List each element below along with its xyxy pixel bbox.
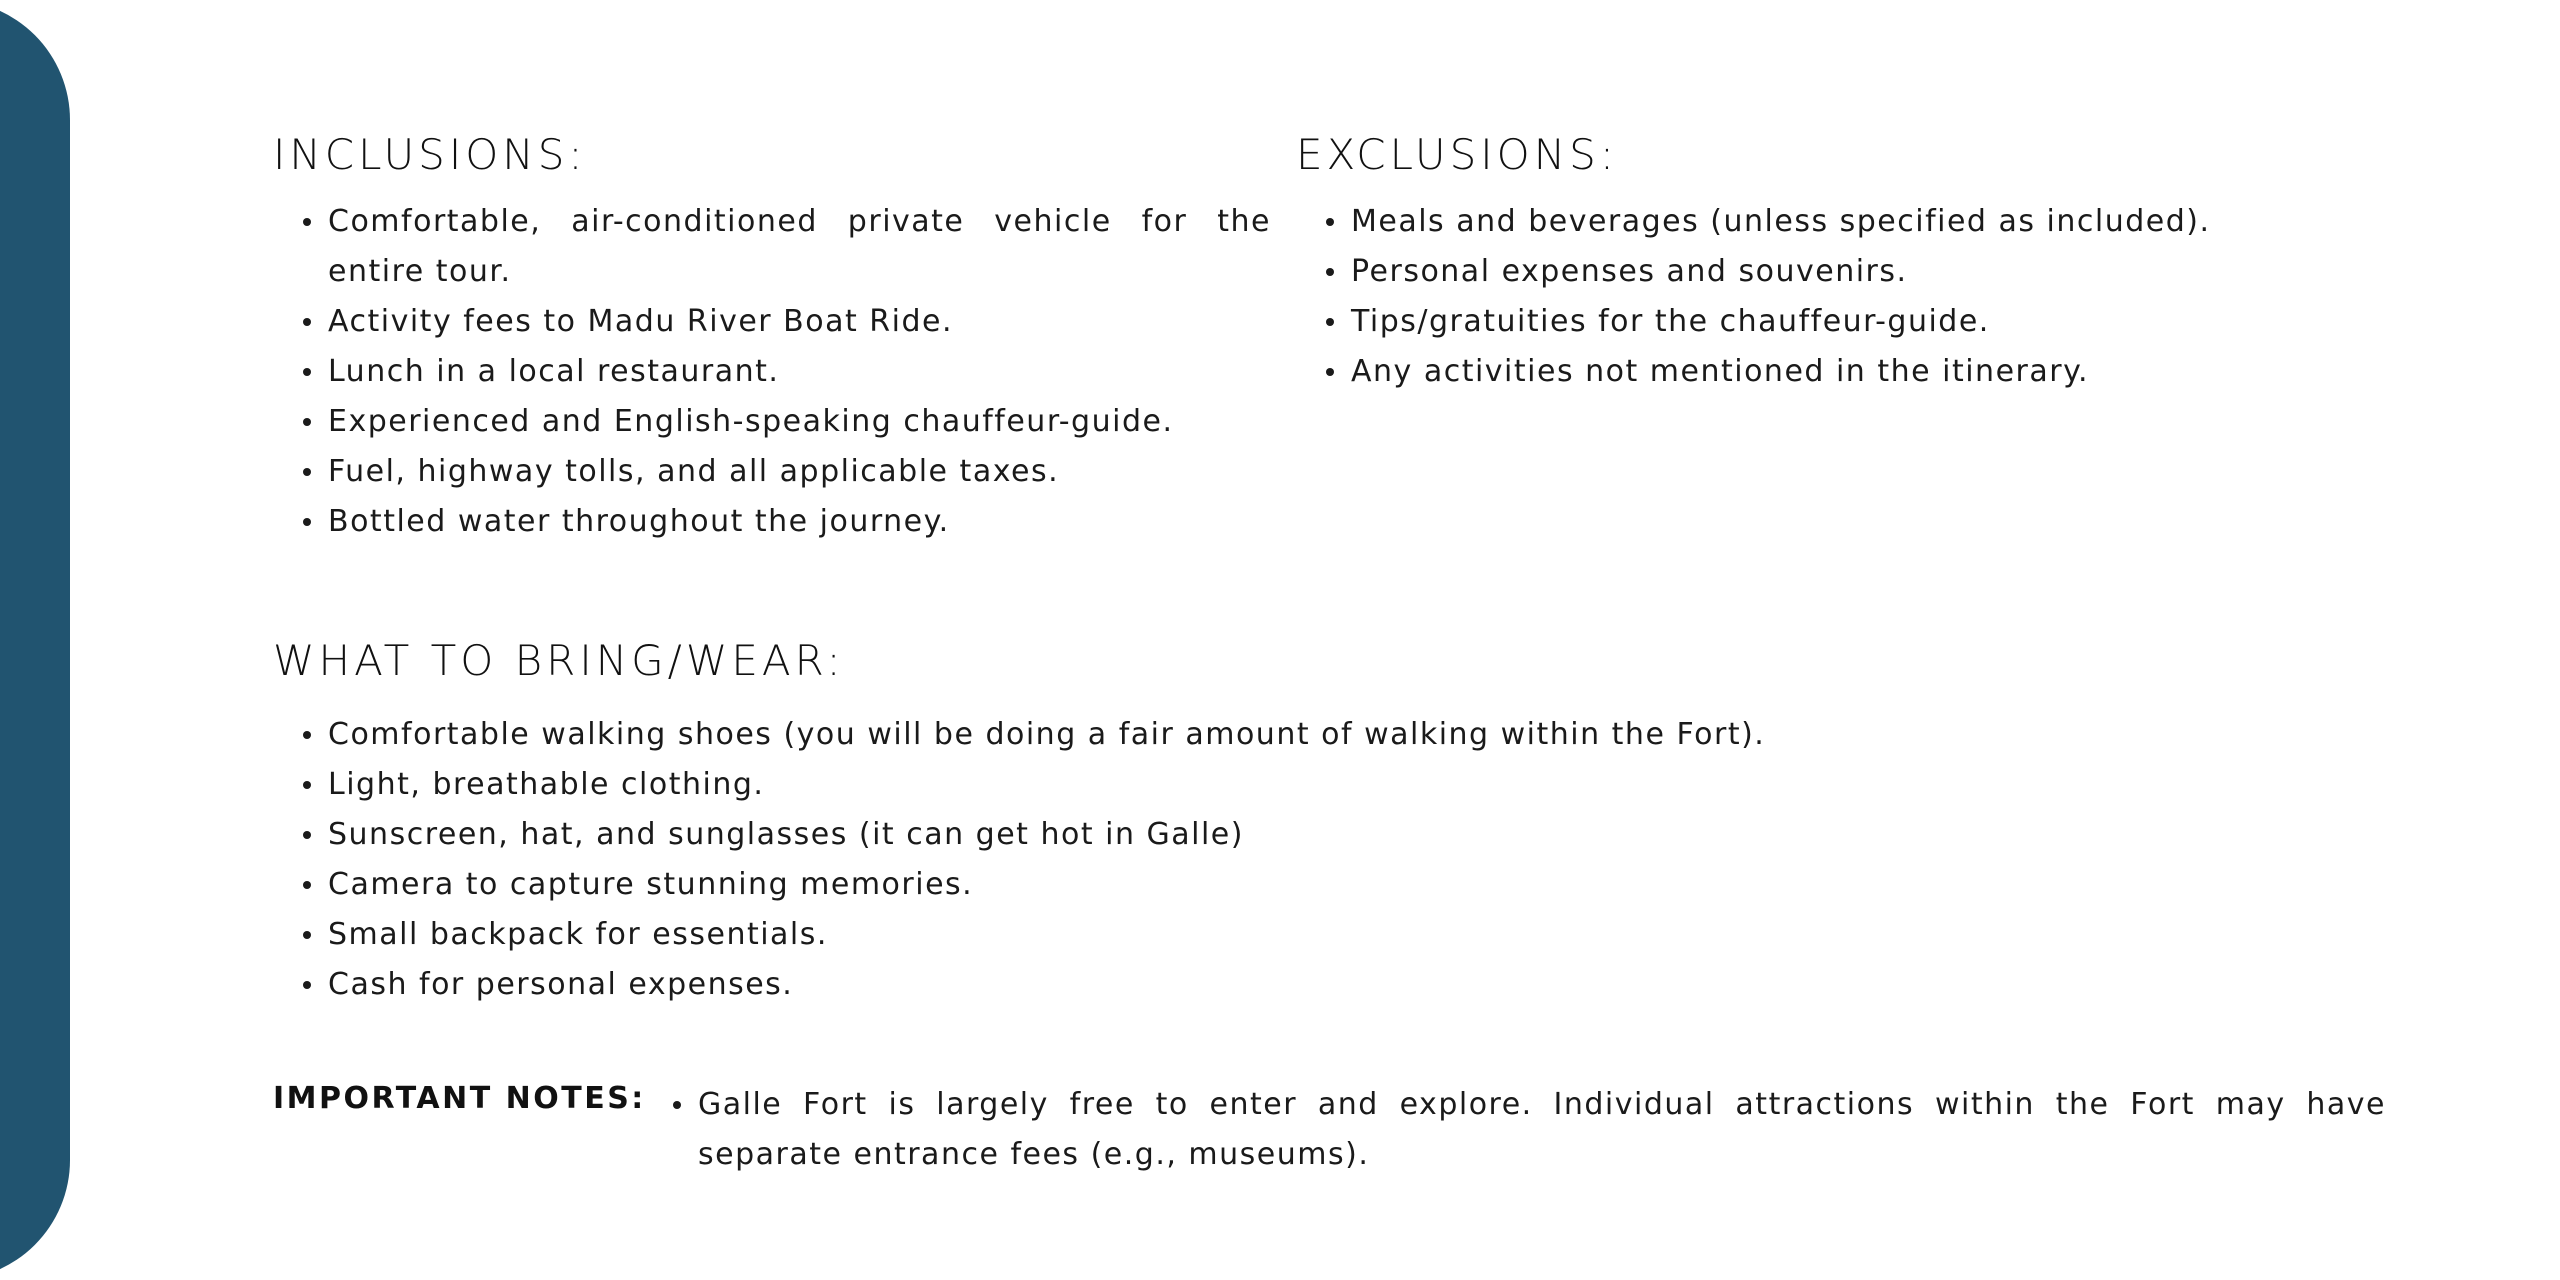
decorative-side-bar [0, 0, 70, 1280]
list-item: Experienced and English-speaking chauffeur-guide. [328, 397, 1271, 447]
list-item: Activity fees to Madu River Boat Ride. [328, 297, 1271, 347]
list-item: Small backpack for essentials. [328, 910, 2328, 960]
important-notes-list [643, 1080, 2386, 1180]
list-item: Light, breathable clothing. [328, 760, 2328, 810]
what-to-bring-list [273, 710, 2328, 1010]
list-item: Any activities not mentioned in the itinerary. [1351, 347, 2451, 397]
list-item: Tips/gratuities for the chauffeur-guide. [1351, 297, 2451, 347]
what-to-bring-heading: WHAT TO BRING/WEAR: [273, 636, 845, 685]
inclusions-heading: INCLUSIONS: [273, 130, 587, 179]
list-item: Sunscreen, hat, and sunglasses (it can get hot in Galle) [328, 810, 2328, 860]
list-item: Lunch in a local restaurant. [328, 347, 1271, 397]
list-item: Comfortable walking shoes (you will be doing a fair amount of walking within the Fort). [328, 710, 2328, 760]
list-item: Comfortable, air-conditioned private vehicle for the entire tour. [328, 197, 1271, 297]
list-item: Camera to capture stunning memories. [328, 860, 2328, 910]
important-notes-label: IMPORTANT NOTES: [273, 1081, 646, 1116]
exclusions-heading: EXCLUSIONS: [1296, 130, 1618, 179]
list-item: Bottled water throughout the journey. [328, 497, 1271, 547]
list-item: Meals and beverages (unless specified as included). [1351, 197, 2451, 247]
list-item: Cash for personal expenses. [328, 960, 2328, 1010]
list-item: Personal expenses and souvenirs. [1351, 247, 2451, 297]
list-item: Fuel, highway tolls, and all applicable taxes. [328, 447, 1271, 497]
inclusions-list [273, 197, 1271, 547]
list-item: Galle Fort is largely free to enter and explore. Individual attractions within the Fort may have separate entrance fees (e.g., museums). [698, 1080, 2386, 1180]
exclusions-list [1296, 197, 2451, 397]
